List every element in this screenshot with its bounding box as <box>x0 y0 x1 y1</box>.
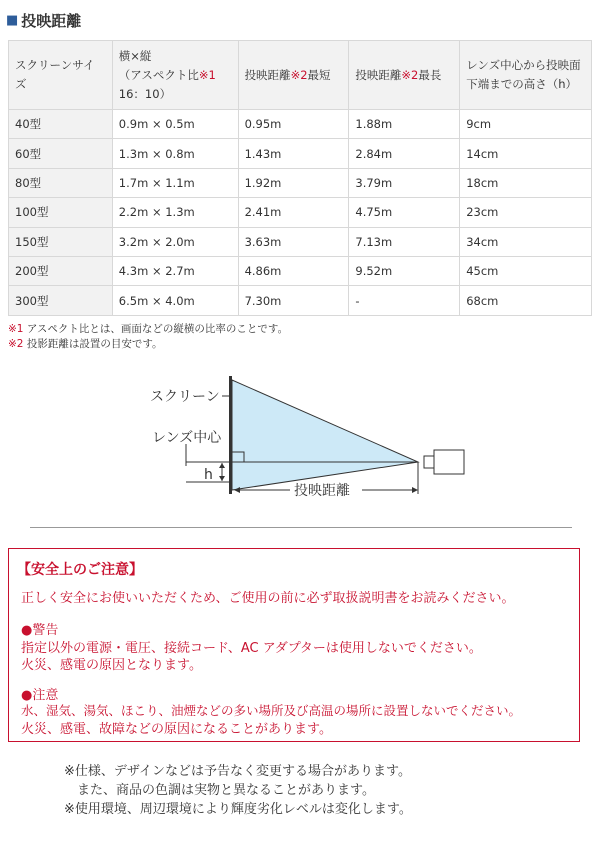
table-row <box>9 256 592 285</box>
cell-dims: 2.2m × 1.3m <box>112 198 238 227</box>
cell-max: 9.52m <box>349 256 460 285</box>
projection-beam <box>232 380 418 490</box>
note-2: ※2 投影距離は設置の目安です。 <box>8 338 163 350</box>
caution-title: 【安全上のご注意】 <box>17 562 143 578</box>
h-label: h <box>204 467 213 483</box>
table-row <box>9 286 592 315</box>
footer-line-2: また、商品の色調は実物と異なることがあります。 <box>64 783 375 798</box>
cell-min: 4.86m <box>238 256 349 285</box>
screen-label: スクリーン <box>150 389 220 405</box>
header-max-distance: 投映距離※2最長 <box>349 41 460 110</box>
cell-height: 68cm <box>460 286 592 315</box>
footer-line-3: ※使用環境、周辺環境により輝度劣化レベルは変化します。 <box>64 802 412 817</box>
cell-dims: 3.2m × 2.0m <box>112 227 238 256</box>
table-notes <box>8 322 288 352</box>
cell-height: 9cm <box>460 110 592 139</box>
cell-max: 3.79m <box>349 168 460 197</box>
divider <box>30 527 572 528</box>
cell-dims: 4.3m × 2.7m <box>112 256 238 285</box>
cell-size: 300型 <box>9 286 113 315</box>
cell-max: 2.84m <box>349 139 460 168</box>
cell-max: 4.75m <box>349 198 460 227</box>
arrow-right-icon <box>412 487 418 493</box>
cell-size: 60型 <box>9 139 113 168</box>
table-row <box>9 198 592 227</box>
footer-line-1: ※仕様、デザインなどは予告なく変更する場合があります。 <box>64 764 411 779</box>
footer-notes <box>64 762 412 819</box>
header-dimensions: 横×縦 （アスペクト比※1 16：10） <box>112 41 238 110</box>
square-marker-icon: ■ <box>6 13 19 28</box>
header-min-distance: 投映距離※2最短 <box>238 41 349 110</box>
distance-label: 投映距離 <box>294 483 350 499</box>
warning-heading: ●警告 <box>21 623 59 638</box>
header-screen-size: スクリーンサイズ <box>9 41 113 110</box>
warning-line-2: 火災、感電の原因となります。 <box>21 658 202 673</box>
cell-height: 45cm <box>460 256 592 285</box>
cell-height: 23cm <box>460 198 592 227</box>
arrow-up-icon <box>219 463 225 468</box>
cell-min: 1.92m <box>238 168 349 197</box>
cell-min: 7.30m <box>238 286 349 315</box>
cell-size: 40型 <box>9 110 113 139</box>
safety-caution-box <box>8 548 580 742</box>
notice-line-1: 水、湿気、湯気、ほこり、油煙などの多い場所及び高温の場所に設置しないでください。 <box>21 703 522 718</box>
lens-center-label: レンズ中心 <box>152 430 222 446</box>
screen-icon <box>229 376 232 494</box>
table-row <box>9 227 592 256</box>
cell-min: 3.63m <box>238 227 349 256</box>
cell-height: 14cm <box>460 139 592 168</box>
cell-height: 34cm <box>460 227 592 256</box>
cell-min: 2.41m <box>238 198 349 227</box>
projector-lens-icon <box>424 456 434 468</box>
header-lens-height: レンズ中心から投映面 下端までの高さ（h） <box>460 41 592 110</box>
warning-line-1: 指定以外の電源・電圧、接続コード、AC アダプターは使用しないでください。 <box>21 641 482 656</box>
cell-height: 18cm <box>460 168 592 197</box>
cell-dims: 0.9m × 0.5m <box>112 110 238 139</box>
cell-dims: 1.3m × 0.8m <box>112 139 238 168</box>
notice-heading: ●注意 <box>21 688 59 703</box>
note-1: ※1 アスペクト比とは、画面などの縦横の比率のことです。 <box>8 323 289 335</box>
cell-dims: 6.5m × 4.0m <box>112 286 238 315</box>
notice-line-2: 火災、感電、故障などの原因になることがあります。 <box>21 722 332 737</box>
section-title <box>6 10 81 31</box>
cell-max: - <box>349 286 460 315</box>
cell-size: 80型 <box>9 168 113 197</box>
cell-min: 1.43m <box>238 139 349 168</box>
cell-max: 1.88m <box>349 110 460 139</box>
arrow-down-icon <box>219 476 225 481</box>
cell-size: 100型 <box>9 198 113 227</box>
cell-dims: 1.7m × 1.1m <box>112 168 238 197</box>
table-row <box>9 110 592 139</box>
table-row <box>9 139 592 168</box>
cell-size: 200型 <box>9 256 113 285</box>
projection-diagram <box>0 370 600 510</box>
section-title-text: 投映距離 <box>21 12 82 30</box>
projection-distance-table <box>8 40 592 316</box>
table-row <box>9 168 592 197</box>
cell-min: 0.95m <box>238 110 349 139</box>
cell-max: 7.13m <box>349 227 460 256</box>
projector-icon <box>434 450 464 474</box>
caution-intro: 正しく安全にお使いいただくため、ご使用の前に必ず取扱説明書をお読みください。 <box>21 591 515 606</box>
cell-size: 150型 <box>9 227 113 256</box>
table-header-row <box>9 41 592 110</box>
